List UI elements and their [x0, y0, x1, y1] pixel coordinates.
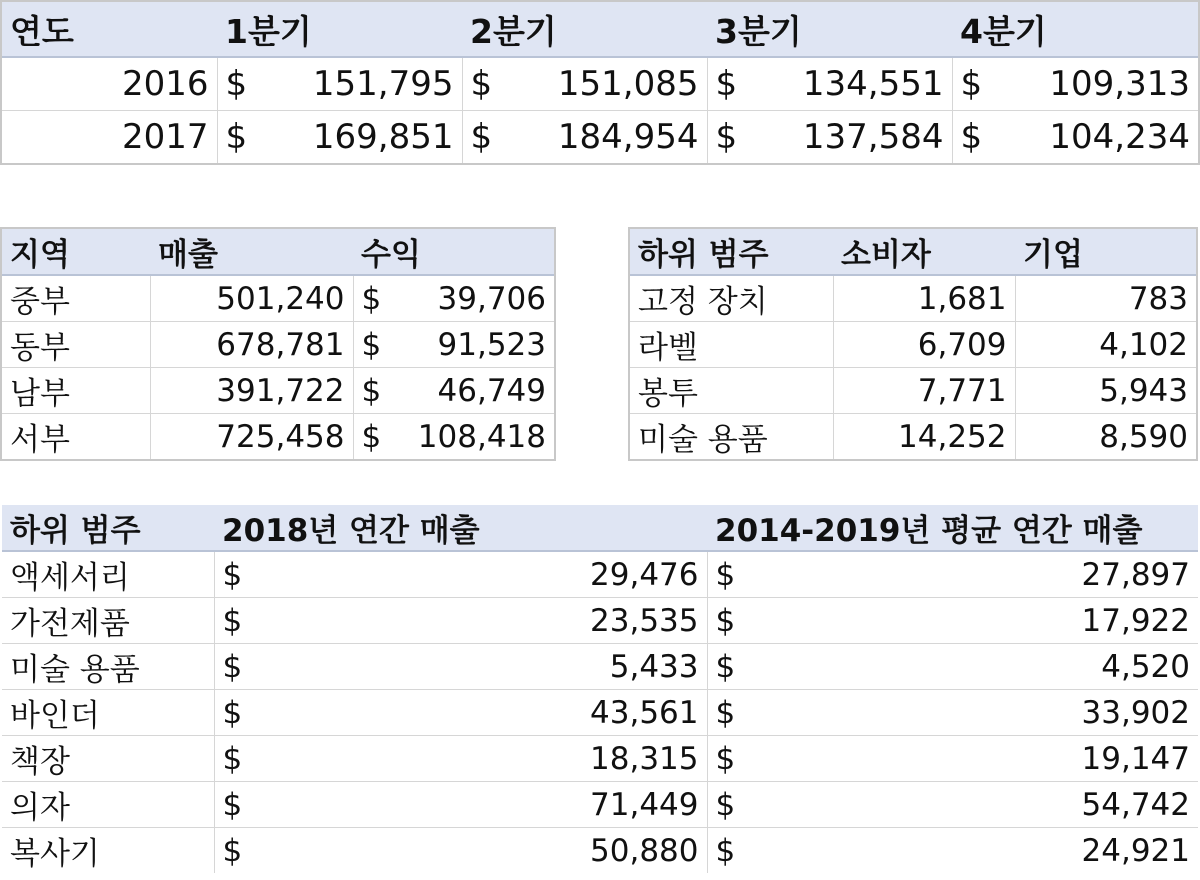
table-row: [2, 828, 1198, 874]
average-sales-cell[interactable]: [707, 551, 1198, 598]
table-row: [2, 782, 1198, 828]
profit-cell[interactable]: [353, 414, 554, 460]
value: 43,561: [590, 694, 699, 731]
header-profit: 수익: [353, 229, 554, 275]
value: 108,418: [417, 418, 546, 455]
header-average-sales: 2014-2019년 평균 연간 매출: [707, 505, 1198, 551]
value: 29,476: [590, 556, 699, 593]
value: 109,313: [1049, 64, 1190, 104]
table-row: [2, 57, 1198, 111]
annual-sales-table: [2, 505, 1198, 873]
header-consumer: 소비자: [833, 229, 1015, 275]
sales-2018-cell[interactable]: [214, 828, 707, 874]
table-row: [2, 275, 554, 322]
profit-cell[interactable]: [353, 275, 554, 322]
currency-symbol: $: [715, 64, 738, 104]
average-sales-cell[interactable]: [707, 644, 1198, 690]
table-row: [630, 275, 1196, 322]
currency-symbol: $: [960, 64, 983, 104]
header-q4: 4분기: [952, 2, 1198, 57]
value: 134,551: [802, 64, 944, 104]
value: 5,433: [609, 648, 699, 685]
value: 4,520: [1101, 648, 1190, 685]
value: 71,449: [590, 786, 699, 823]
table-row: [2, 551, 1198, 598]
q2-cell[interactable]: [462, 57, 707, 111]
value: 50,880: [590, 832, 699, 869]
currency-symbol: $: [222, 648, 243, 685]
currency-symbol: $: [715, 602, 736, 639]
value: 39,706: [437, 280, 546, 317]
currency-symbol: $: [715, 556, 736, 593]
subcategory-cell[interactable]: 미술 용품: [2, 644, 214, 690]
q4-cell[interactable]: [952, 111, 1198, 164]
subcategory-cell[interactable]: 가전제품: [2, 598, 214, 644]
value: 184,954: [557, 117, 699, 157]
currency-symbol: $: [470, 117, 493, 157]
currency-symbol: $: [222, 602, 243, 639]
table-row: [2, 598, 1198, 644]
subcategory-cell[interactable]: 라벨: [630, 322, 833, 368]
consumer-cell[interactable]: 14,252: [833, 414, 1015, 460]
region-cell[interactable]: 동부: [2, 322, 150, 368]
sales-2018-cell[interactable]: [214, 690, 707, 736]
currency-symbol: $: [715, 740, 736, 777]
value: 54,742: [1081, 786, 1190, 823]
header-row: [630, 229, 1196, 275]
q1-cell[interactable]: [217, 111, 462, 164]
header-subcategory: 하위 범주: [2, 505, 214, 551]
average-sales-cell[interactable]: [707, 690, 1198, 736]
average-sales-cell[interactable]: [707, 782, 1198, 828]
header-subcategory: 하위 범주: [630, 229, 833, 275]
table-row: [630, 322, 1196, 368]
subcategory-cell[interactable]: 미술 용품: [630, 414, 833, 460]
header-row: [2, 229, 554, 275]
consumer-cell[interactable]: 6,709: [833, 322, 1015, 368]
sales-cell[interactable]: 725,458: [150, 414, 353, 460]
sales-cell[interactable]: 501,240: [150, 275, 353, 322]
average-sales-cell[interactable]: [707, 598, 1198, 644]
value: 27,897: [1081, 556, 1190, 593]
currency-symbol: $: [470, 64, 493, 104]
currency-symbol: $: [715, 786, 736, 823]
currency-symbol: $: [960, 117, 983, 157]
value: 23,535: [590, 602, 699, 639]
table-row: [2, 322, 554, 368]
subcategory-cell[interactable]: 바인더: [2, 690, 214, 736]
sales-2018-cell[interactable]: [214, 782, 707, 828]
currency-symbol: $: [222, 786, 243, 823]
corporate-cell[interactable]: 5,943: [1015, 368, 1196, 414]
subcategory-cell[interactable]: 책장: [2, 736, 214, 782]
value: 19,147: [1081, 740, 1190, 777]
quarterly-sales-table: [2, 2, 1198, 163]
value: 91,523: [437, 326, 546, 363]
currency-symbol: $: [225, 64, 248, 104]
value: 24,921: [1081, 832, 1190, 869]
sales-2018-cell[interactable]: [214, 736, 707, 782]
q1-cell[interactable]: [217, 57, 462, 111]
region-sales-table: [2, 229, 554, 459]
currency-symbol: $: [222, 694, 243, 731]
sales-cell[interactable]: 678,781: [150, 322, 353, 368]
sales-2018-cell[interactable]: [214, 644, 707, 690]
value: 17,922: [1081, 602, 1190, 639]
subcategory-cell[interactable]: 액세서리: [2, 551, 214, 598]
header-q3: 3분기: [707, 2, 952, 57]
year-cell[interactable]: 2017: [2, 111, 217, 164]
profit-cell[interactable]: [353, 322, 554, 368]
consumer-cell[interactable]: 1,681: [833, 275, 1015, 322]
value: 46,749: [437, 372, 546, 409]
header-year: 연도: [2, 2, 217, 57]
profit-cell[interactable]: [353, 368, 554, 414]
currency-symbol: $: [715, 694, 736, 731]
table-row: [630, 368, 1196, 414]
q3-cell[interactable]: [707, 57, 952, 111]
q2-cell[interactable]: [462, 111, 707, 164]
corporate-cell[interactable]: 4,102: [1015, 322, 1196, 368]
currency-symbol: $: [715, 117, 738, 157]
currency-symbol: $: [361, 372, 382, 409]
table-row: [2, 736, 1198, 782]
value: 151,795: [312, 64, 454, 104]
table-row: [2, 644, 1198, 690]
table-row: [2, 368, 554, 414]
header-row: [2, 2, 1198, 57]
sales-2018-cell[interactable]: [214, 598, 707, 644]
currency-symbol: $: [222, 740, 243, 777]
subcategory-cell[interactable]: 의자: [2, 782, 214, 828]
currency-symbol: $: [222, 832, 243, 869]
currency-symbol: $: [361, 326, 382, 363]
corporate-cell[interactable]: 783: [1015, 275, 1196, 322]
value: 18,315: [590, 740, 699, 777]
corporate-cell[interactable]: 8,590: [1099, 418, 1188, 455]
subcategory-segment-table: [630, 229, 1196, 459]
region-cell[interactable]: 중부: [2, 275, 150, 322]
sales-cell[interactable]: 391,722: [150, 368, 353, 414]
header-corporate: 기업: [1015, 229, 1196, 275]
header-q1: 1분기: [217, 2, 462, 57]
q3-cell[interactable]: [707, 111, 952, 164]
currency-symbol: $: [715, 832, 736, 869]
header-sales: 매출: [150, 229, 353, 275]
currency-symbol: $: [361, 418, 382, 455]
currency-symbol: $: [225, 117, 248, 157]
sales-2018-cell[interactable]: [214, 551, 707, 598]
subcategory-cell[interactable]: 고정 장치: [630, 275, 833, 322]
q4-cell[interactable]: [952, 57, 1198, 111]
average-sales-cell[interactable]: [707, 736, 1198, 782]
value: 33,902: [1081, 694, 1190, 731]
value: 137,584: [802, 117, 944, 157]
table-row: [2, 111, 1198, 164]
subcategory-cell[interactable]: 복사기: [2, 828, 214, 874]
value: 169,851: [312, 117, 454, 157]
year-cell[interactable]: 2016: [2, 57, 217, 111]
currency-symbol: $: [222, 556, 243, 593]
currency-symbol: $: [361, 280, 382, 317]
header-row: [2, 505, 1198, 551]
value: 151,085: [557, 64, 699, 104]
subcategory-cell[interactable]: 봉투: [630, 368, 833, 414]
region-cell[interactable]: 서부: [2, 414, 150, 460]
consumer-cell[interactable]: 7,771: [833, 368, 1015, 414]
region-cell[interactable]: 남부: [2, 368, 150, 414]
header-q2: 2분기: [462, 2, 707, 57]
table-row: [630, 414, 1196, 460]
average-sales-cell[interactable]: [707, 828, 1198, 874]
table-row: [2, 414, 554, 460]
table-row: [2, 690, 1198, 736]
currency-symbol: $: [715, 648, 736, 685]
header-sales-2018: 2018년 연간 매출: [214, 505, 707, 551]
header-region: 지역: [2, 229, 150, 275]
value: 104,234: [1049, 117, 1190, 157]
